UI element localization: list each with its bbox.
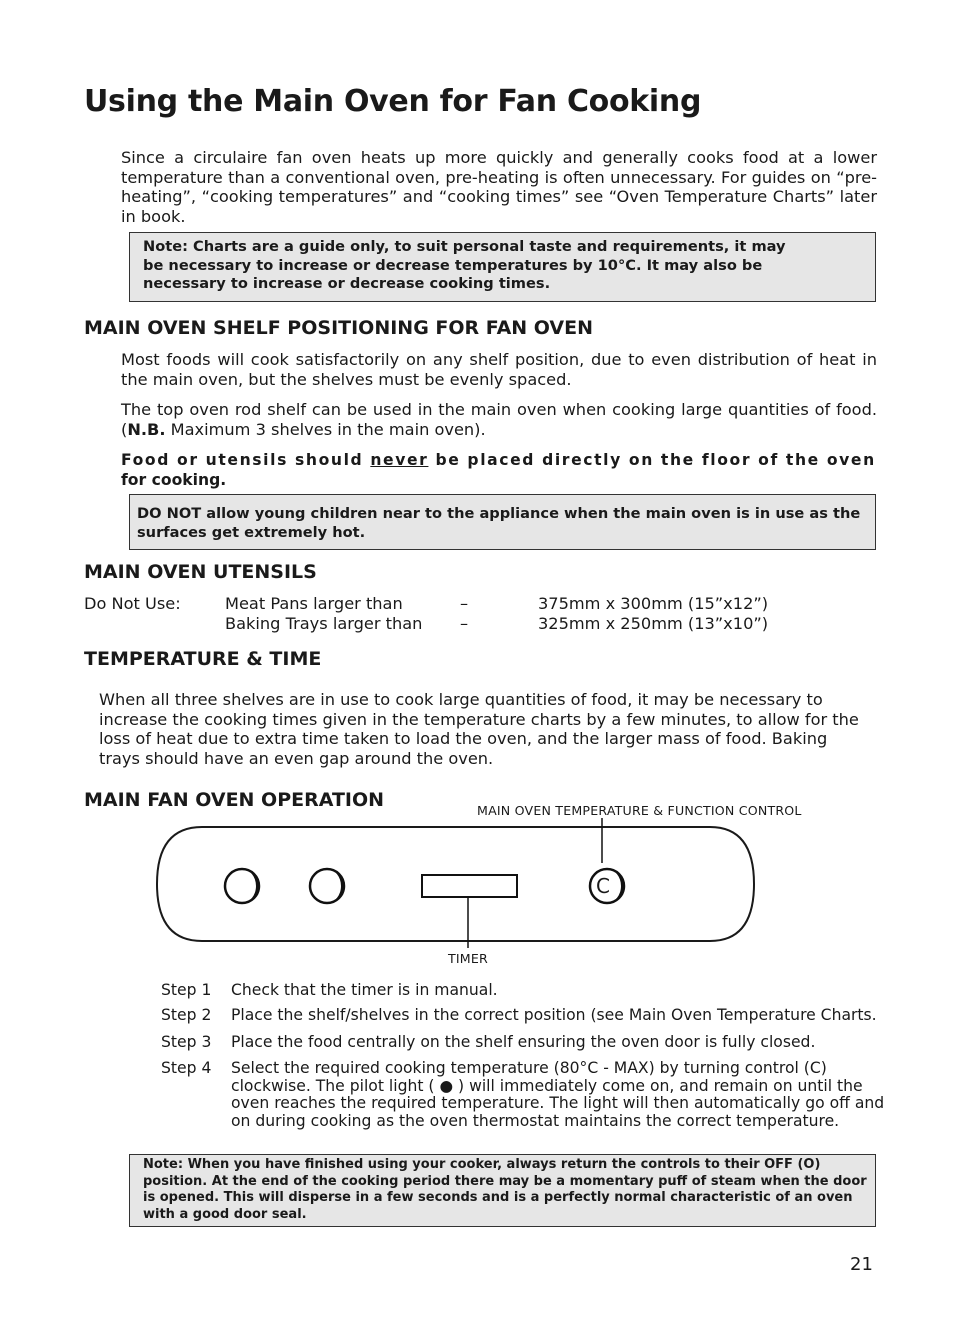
utensils-label: Do Not Use: — [84, 594, 181, 613]
page-number: 21 — [850, 1254, 873, 1275]
step-text: Place the food centrally on the shelf ensuring the oven door is fully closed. — [231, 1033, 816, 1051]
step-label: Step 3 — [161, 1033, 212, 1051]
shelf-paragraph-2: The top oven rod shelf can be used in the main oven when cooking large quantities of food. (N.B. Maximum 3 shelves in the main oven). — [121, 400, 877, 439]
knob-icon — [225, 869, 259, 903]
utensil-dash-2: – — [460, 614, 469, 633]
children-warning-note: DO NOT allow young children near to the appliance when the main oven is in use as the surfaces get extremely hot. — [129, 494, 876, 550]
utensils-heading: MAIN OVEN UTENSILS — [84, 561, 317, 583]
step-label: Step 2 — [161, 1006, 212, 1024]
step-text: Place the shelf/shelves in the correct position (see Main Oven Temperature Charts. — [231, 1006, 877, 1024]
floor-warning: Food or utensils should never be placed directly on the floor of the oven for cooking. — [121, 451, 876, 489]
temperature-paragraph: When all three shelves are in use to cook large quantities of food, it may be necessary to increase the cooking times given in the temperature charts by a few minutes, to allow for the loss of heat due to extra time taken to load the oven, and the larger mass of food. Baking trays should have an even gap around the oven. — [99, 690, 859, 768]
intro-paragraph: Since a circulaire fan oven heats up more quickly and generally cooks food at a lower temperature than a conventional oven, pre-heating is often unnecessary. For guides on “pre-heating”, “cooking temperatures” and “cooking times” see “Oven Temperature Charts” later in book. — [121, 148, 877, 226]
timer-display — [422, 875, 517, 897]
control-panel-diagram — [150, 818, 762, 948]
utensil-size-1: 375mm x 300mm (15”x12”) — [538, 594, 769, 613]
step-label: Step 1 — [161, 981, 212, 999]
shelf-heading: MAIN OVEN SHELF POSITIONING FOR FAN OVEN — [84, 317, 594, 339]
step-text: Check that the timer is in manual. — [231, 981, 498, 999]
step-label: Step 4 — [161, 1059, 212, 1077]
finish-note: Note: When you have finished using your cooker, always return the controls to their OFF (O) position. At the end of the cooking period there may be a momentary puff of steam when the door is opened. This will disperse in a few seconds and is a perfectly normal characteristic of an oven with a good door seal. — [129, 1154, 876, 1227]
shelf-paragraph-1: Most foods will cook satisfactorily on any shelf position, due to even distribution of heat in the main oven, but the shelves must be evenly spaced. — [121, 350, 877, 389]
temperature-heading: TEMPERATURE & TIME — [84, 648, 322, 670]
step-text: Select the required cooking temperature (80°C - MAX) by turning control (C) clockwise. The pilot light ( ● ) will immediately come on, and remain on until the oven reaches the required temperature. The light will then automatically go off and on during cooking as the oven thermostat maintains the correct temperature. — [231, 1059, 885, 1130]
control-label: MAIN OVEN TEMPERATURE & FUNCTION CONTROL — [477, 803, 802, 818]
charts-note: Note: Charts are a guide only, to suit personal taste and requirements, it may be necessary to increase or decrease temperatures by 10°C. It may also be necessary to increase or decrease cooking times. — [129, 232, 876, 302]
utensil-item-1: Meat Pans larger than — [225, 594, 403, 613]
utensil-item-2: Baking Trays larger than — [225, 614, 423, 633]
operation-heading: MAIN FAN OVEN OPERATION — [84, 789, 385, 811]
page-title: Using the Main Oven for Fan Cooking — [84, 84, 702, 119]
utensil-dash-1: – — [460, 594, 469, 613]
utensil-size-2: 325mm x 250mm (13”x10”) — [538, 614, 769, 633]
control-letter: C — [596, 874, 610, 898]
knob-icon — [310, 869, 344, 903]
timer-label: TIMER — [448, 951, 488, 966]
